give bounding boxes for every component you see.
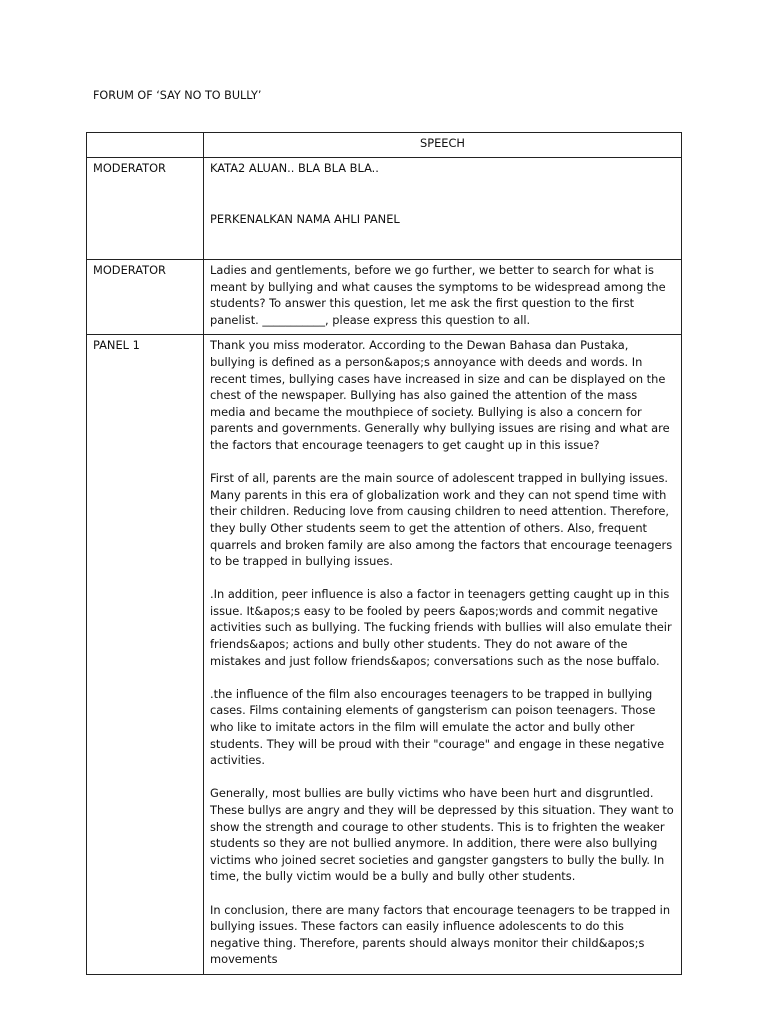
role-cell: MODERATOR — [87, 158, 204, 260]
role-cell: PANEL 1 — [87, 335, 204, 975]
speech-cell — [204, 335, 682, 975]
speech-paragraph: .In addition, peer influence is also a factor in teenagers getting caught up in this issue. It&apos;s easy to be fooled by peers &apos;words and commit negative activities such as bullying. The fucking friends with bullies will also emulate their friends&apos; actions and bully other students. They do not aware of the mistakes and just follow friends&apos; conversations such as the nose buffalo. — [210, 587, 672, 668]
speech-paragraph: Generally, most bullies are bully victims who have been hurt and disgruntled. These bullys are angry and they will be depressed by this situation. They want to show the strength and courage to other students. This is to frighten the weaker students so they are not bullied anymore. In addition, there were also bullying victims who joined secret societies and gangster gangsters to bully the bully. In time, the bully victim would be a bully and bully other students. — [210, 786, 674, 884]
table-header-row — [87, 133, 682, 158]
speech-paragraph: .the influence of the film also encourages teenagers to be trapped in bullying cases. Films containing elements of gangsterism can poison teenagers. Those who like to imitate actors in the film will emulate the actor and bully other students. They will be proud with their "courage" and engage in these negative activities. — [210, 686, 665, 768]
speech-cell — [204, 158, 682, 260]
table-row — [87, 260, 682, 335]
table-row — [87, 335, 682, 975]
header-role-cell — [87, 133, 204, 158]
forum-table — [86, 132, 682, 975]
speech-paragraph: PERKENALKAN NAMA AHLI PANEL — [210, 211, 400, 226]
page-title: FORUM OF ‘SAY NO TO BULLY’ — [93, 89, 262, 102]
role-cell: MODERATOR — [87, 260, 204, 335]
speech-paragraph: Thank you miss moderator. According to the Dewan Bahasa dan Pustaka, bullying is defined as a person&apos;s annoyance with deeds and words. In recent times, bullying cases have increased in size and can be displayed on the chest of the newspaper. Bullying has also gained the attention of the mass media and became the mouthpiece of society. Bullying is also a concern for parents and governments. Generally why bullying issues are rising and what are the factors that encourage teenagers to get caught up in this issue? — [210, 338, 670, 452]
table-row — [87, 158, 682, 260]
speech-paragraph: KATA2 ALUAN.. BLA BLA BLA.. — [210, 161, 379, 175]
speech-paragraph: Ladies and gentlements, before we go further, we better to search for what is meant by bullying and what causes the symptoms to be widespread among the students? To answer this question, let me ask the first question to the first panelist. ___________, please express this question to all. — [210, 263, 666, 327]
speech-cell — [204, 260, 682, 335]
header-speech-cell: SPEECH — [204, 133, 682, 158]
speech-paragraph: First of all, parents are the main source of adolescent trapped in bullying issues. Many parents in this era of globalization work and they can not spend time with their children. Reducing love from causing children to need attention. Therefore, they bully Other students seem to get the attention of others. Also, frequent quarrels and broken family are also among the factors that encourage teenagers to be trapped in bullying issues. — [210, 471, 673, 569]
speech-paragraph: In conclusion, there are many factors that encourage teenagers to be trapped in bullying issues. These factors can easily influence adolescents to do this negative thing. Therefore, parents should always monitor their child&apos;s movements — [210, 902, 671, 967]
